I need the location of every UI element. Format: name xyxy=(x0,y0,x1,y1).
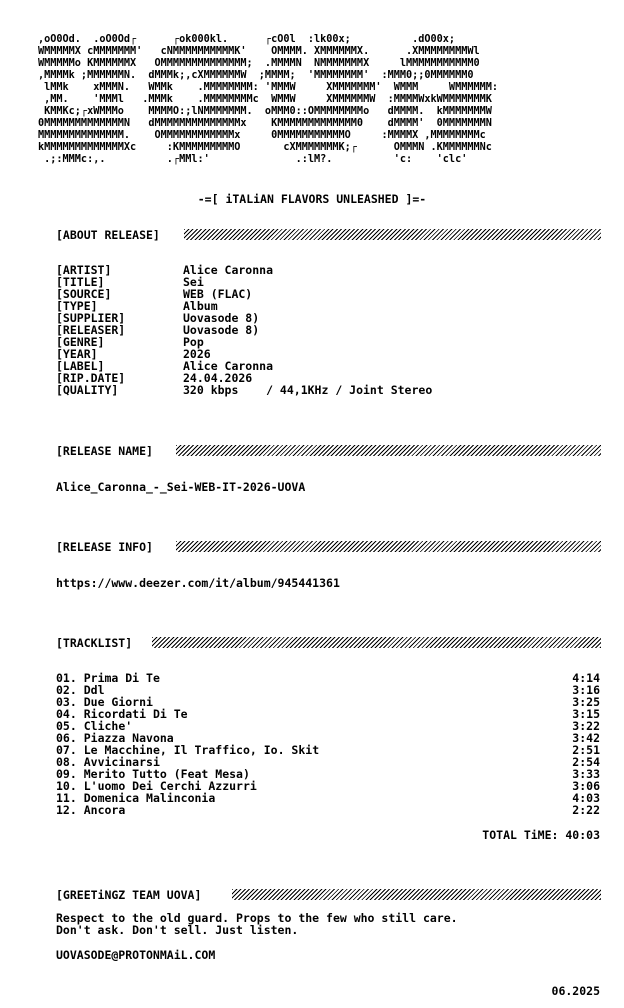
about-value: Alice Caronna xyxy=(183,359,274,373)
track-number: 06. xyxy=(56,731,77,745)
section-header: [RELEASE INFO] xyxy=(56,540,157,554)
about-key: [ARTIST] xyxy=(56,263,112,277)
track-number: 01. xyxy=(56,671,77,685)
about-row xyxy=(56,336,432,348)
track-number: 11. xyxy=(56,791,77,805)
track-duration: 2:22 xyxy=(572,803,600,817)
about-release-list xyxy=(56,264,432,396)
track-title: Prima Di Te xyxy=(83,671,160,685)
track-title: Avvicinarsi xyxy=(83,755,160,769)
section-release-name xyxy=(56,444,601,458)
track-title: Cliche' xyxy=(83,719,133,733)
track-duration: 4:14 xyxy=(572,671,600,685)
greeting-line: Don't ask. Don't sell. Just listen. xyxy=(56,923,299,937)
about-row xyxy=(56,384,432,396)
tracklist xyxy=(56,672,600,816)
hatch-divider xyxy=(152,637,601,648)
track-duration: 3:33 xyxy=(572,767,600,781)
about-row xyxy=(56,264,432,276)
release-url: https://www.deezer.com/it/album/945441361 xyxy=(56,576,340,590)
about-key: [RELEASER] xyxy=(56,323,126,337)
track-number: 02. xyxy=(56,683,77,697)
section-greetingz xyxy=(56,888,601,902)
track-title: L'uomo Dei Cerchi Azzurri xyxy=(83,779,257,793)
about-value: 320 kbps / 44,1KHz / Joint Stereo xyxy=(183,383,433,397)
section-header: [ABOUT RELEASE] xyxy=(56,228,164,242)
about-value: Album xyxy=(183,299,218,313)
about-value: 2026 xyxy=(183,347,211,361)
about-value: WEB (FLAC) xyxy=(183,287,253,301)
track-row xyxy=(56,672,600,684)
track-title: Piazza Navona xyxy=(83,731,174,745)
about-key: [TITLE] xyxy=(56,275,105,289)
track-number: 09. xyxy=(56,767,77,781)
track-number: 10. xyxy=(56,779,77,793)
track-left xyxy=(56,804,125,816)
track-row xyxy=(56,804,600,816)
track-duration: 3:06 xyxy=(572,779,600,793)
about-key: [QUALITY] xyxy=(56,383,119,397)
contact-email: UOVASODE@PROTONMAiL.COM xyxy=(56,948,216,962)
section-about-release xyxy=(56,228,601,242)
track-row xyxy=(56,708,600,720)
about-key: [LABEL] xyxy=(56,359,105,373)
section-header: [TRACKLIST] xyxy=(56,636,136,650)
track-number: 08. xyxy=(56,755,77,769)
about-row xyxy=(56,288,432,300)
about-row xyxy=(56,324,432,336)
track-duration: 2:51 xyxy=(572,743,600,757)
about-value: Pop xyxy=(183,335,204,349)
section-header: [RELEASE NAME] xyxy=(56,444,157,458)
track-duration: 3:16 xyxy=(572,683,600,697)
about-value: 24.04.2026 xyxy=(183,371,253,385)
hatch-divider xyxy=(232,889,601,900)
about-value: Alice Caronna xyxy=(183,263,274,277)
track-number: 12. xyxy=(56,803,77,817)
track-number: 07. xyxy=(56,743,77,757)
about-key: [SUPPLIER] xyxy=(56,311,126,325)
track-duration: 3:42 xyxy=(572,731,600,745)
hatch-divider xyxy=(176,541,601,552)
hatch-divider xyxy=(184,229,601,240)
ascii-logo: ,oO0Od. .oO0Od┌ ┌ok000kl. ┌cO0l :lk00x; .dO00x; WMMMMMX cMMMMMMM' cNMMMMMMMMMMK' OMMMM. XMMMMMMX. .XMMMMMMMMWl WMMMMMo KMMMMMMX OMMMMMMMMMMMMMM; .MMMMN NMMMMMMMX lMMMMMMMMMMM0 ,MMMMk ;MMMMMMN. dMMMk;,cXMMMMMMW ;MMMM; 'MMMMMMMM' :MMM0;;0MMMMMM0 lMMk xMMMN. WMMk .MMMMMMMM: 'MMMW XMMMMMMM' WMMM WMMMMMM: ,MM. 'MMMl .MMMk .MMMMMMMMc WMMW XMMMMMMW :MMMMWxkWMMMMMMMK KMMKc;┌xWMMMo MMMMO:;lNMMMMMMM. oMMM0::OMMMMMMMMo dMMMM. kMMMMMMMW 0MMMMMMMMMMMMMN dMMMMMMMMMMMMMMx KMMMMMMMMMMMMM0 dMMMM' 0MMMMMMMN MMMMMMMMMMMMMM. OMMMMMMMMMMMMx 0MMMMMMMMMMMO :MMMMX ,MMMMMMMMc kMMMMMMMMMMMMMXc :KMMMMMMMMMO cXMMMMMMMK;┌ OMMMN .KMMMMMMNc .;:MMMc:,. .┌MMl:' .:lM?. 'c: 'clc' xyxy=(38,34,499,165)
about-key: [RIP.DATE] xyxy=(56,371,126,385)
track-number: 03. xyxy=(56,695,77,709)
track-duration: 3:22 xyxy=(572,719,600,733)
about-key: [SOURCE] xyxy=(56,287,112,301)
track-row xyxy=(56,792,600,804)
section-tracklist xyxy=(56,636,601,650)
about-key: [GENRE] xyxy=(56,335,105,349)
section-header: [GREETiNGZ TEAM UOVA] xyxy=(56,888,205,902)
track-title: Merito Tutto (Feat Mesa) xyxy=(83,767,250,781)
track-title: Le Macchine, Il Traffico, Io. Skit xyxy=(83,743,320,757)
about-key: [TYPE] xyxy=(56,299,98,313)
hatch-divider xyxy=(176,445,601,456)
about-value: Uovasode 8) xyxy=(183,311,260,325)
track-duration: 3:15 xyxy=(572,707,600,721)
track-duration: 4:03 xyxy=(572,791,600,805)
track-title: Due Giorni xyxy=(83,695,153,709)
section-release-info xyxy=(56,540,601,554)
total-time: TOTAL TiME: 40:03 xyxy=(482,828,600,842)
greeting-line: Respect to the old guard. Props to the few who still care. xyxy=(56,911,458,925)
track-title: Ancora xyxy=(83,803,126,817)
about-value: Uovasode 8) xyxy=(183,323,260,337)
about-key: [YEAR] xyxy=(56,347,98,361)
track-title: Ddl xyxy=(83,683,105,697)
footer-date: 06.2025 xyxy=(551,984,600,998)
track-title: Domenica Malinconia xyxy=(83,791,216,805)
track-number: 04. xyxy=(56,707,77,721)
track-duration: 2:54 xyxy=(572,755,600,769)
about-value: Sei xyxy=(183,275,204,289)
greetings xyxy=(56,912,458,936)
track-duration: 3:25 xyxy=(572,695,600,709)
release-name: Alice_Caronna_-_Sei-WEB-IT-2026-UOVA xyxy=(56,480,306,494)
tagline: -=[ iTALiAN FLAVORS UNLEASHED ]=- xyxy=(197,192,427,206)
track-number: 05. xyxy=(56,719,77,733)
track-title: Ricordati Di Te xyxy=(83,707,188,721)
